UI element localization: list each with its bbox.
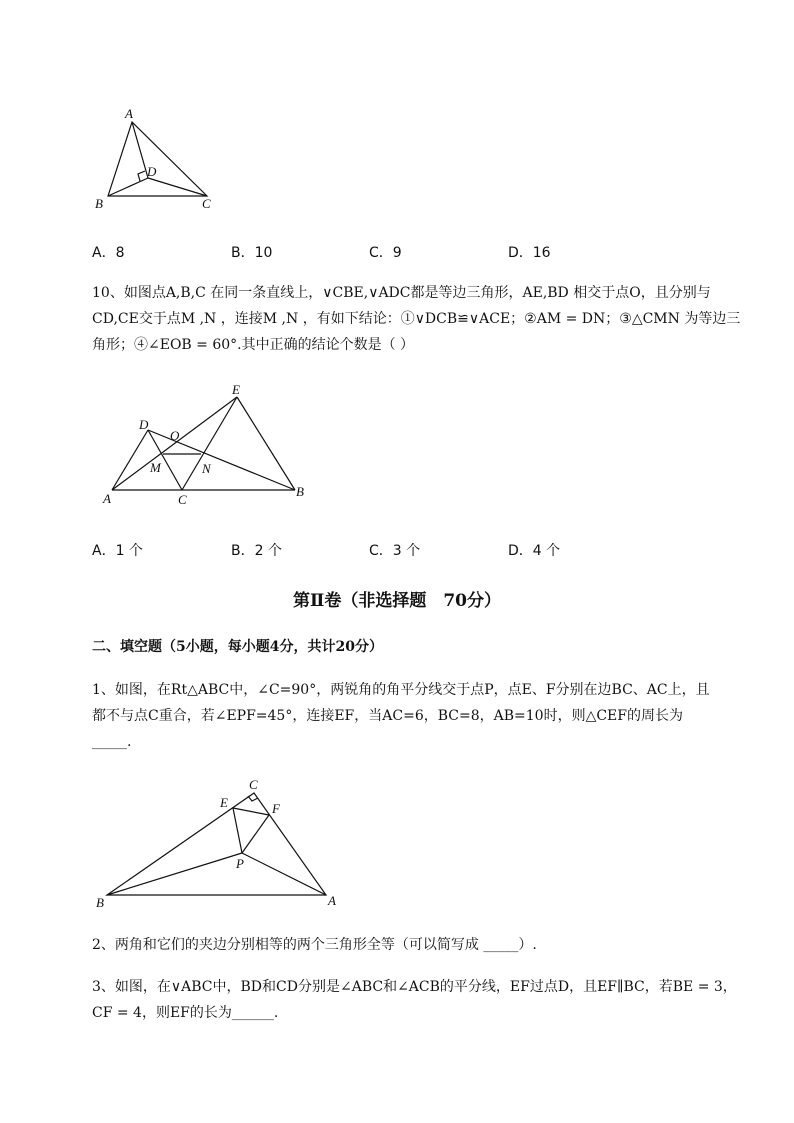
- label-o: O: [170, 428, 180, 443]
- label-d: D: [147, 164, 157, 179]
- label-b: B: [96, 895, 104, 910]
- fill3-line-1: 3、如图，在∨ABC中，BD和CD分别是∠ABC和∠ACB的平分线，EF过点D，且EF∥BC，若BE = 3，: [92, 979, 737, 995]
- figure-triangle-abcd: [85, 100, 225, 215]
- label-m: M: [150, 460, 161, 475]
- triangle-abc: [107, 793, 326, 895]
- section-title: 第Ⅱ卷（非选择题 70分）: [293, 591, 501, 611]
- q9-option-c: C．9: [369, 245, 402, 261]
- label-c: C: [178, 492, 187, 507]
- label-a: A: [125, 106, 133, 121]
- section-subhead: 二、填空题（5小题，每小题4分，共计20分）: [92, 639, 383, 655]
- fill3-line-2: CF = 4，则EF的长为______.: [92, 1005, 279, 1021]
- label-b: B: [296, 484, 304, 499]
- fill1-line-2: 都不与点C重合，若∠EPF=45°，连接EF，当AC=6，BC=8，AB=10时，则△CEF的周长为: [92, 708, 683, 724]
- label-d: D: [139, 417, 149, 432]
- segment-ce: [182, 397, 237, 490]
- q10-option-a: A．1 个: [92, 543, 143, 559]
- label-e: E: [232, 382, 240, 397]
- figure-equilateral-triangles: [95, 380, 315, 510]
- label-c: C: [249, 777, 258, 792]
- figure-right-triangle-cef: [92, 775, 352, 910]
- q10-line-1: 10、如图点A,B,C 在同一条直线上，∨CBE,∨ADC都是等边三角形，AE,BD 相交于点O，且分别与: [92, 285, 711, 301]
- segment-bp: [107, 853, 242, 895]
- segment-bd: [108, 178, 148, 196]
- q9-option-a: A．8: [92, 245, 125, 261]
- label-f: F: [272, 801, 280, 816]
- question-10: [92, 280, 752, 358]
- label-a: A: [103, 491, 111, 506]
- fill1-line-3: _____.: [92, 734, 132, 750]
- q10-option-d: D．4 个: [508, 543, 561, 559]
- fill2-line-1: 2、两角和它们的夹边分别相等的两个三角形全等（可以简写成 _____）.: [92, 937, 537, 953]
- label-a: A: [328, 893, 336, 908]
- segment-ad: [112, 430, 148, 490]
- fill-question-2: [92, 932, 752, 958]
- q10-option-c: C．3 个: [369, 543, 421, 559]
- q9-option-b: B．10: [231, 245, 273, 261]
- segment-eb: [237, 397, 295, 490]
- q10-line-3: 角形；④∠EOB = 60°.其中正确的结论个数是（ ）: [92, 337, 415, 353]
- label-c: C: [202, 196, 211, 211]
- segment-pf: [242, 815, 269, 853]
- label-e: E: [220, 795, 228, 810]
- segment-ef: [233, 808, 269, 815]
- q9-option-d: D．16: [508, 245, 551, 261]
- segment-ap: [242, 853, 326, 895]
- fill1-line-1: 1、如图，在Rt△ABC中，∠C=90°，两锐角的角平分线交于点P，点E、F分别在边BC、AC上，且: [92, 682, 710, 698]
- fill-question-1: [92, 677, 752, 755]
- q10-option-b: B．2 个: [231, 543, 282, 559]
- label-n: N: [202, 461, 211, 476]
- triangle-abc: [108, 122, 207, 196]
- fill-question-3: [92, 974, 752, 1026]
- label-p: P: [236, 856, 244, 871]
- label-b: B: [95, 196, 103, 211]
- q10-line-2: CD,CE交于点M ,N ，连接M ,N ，有如下结论：①∨DCB≌∨ACE；②AM = DN；③△CMN 为等边三: [92, 311, 741, 327]
- segment-pe: [233, 808, 242, 853]
